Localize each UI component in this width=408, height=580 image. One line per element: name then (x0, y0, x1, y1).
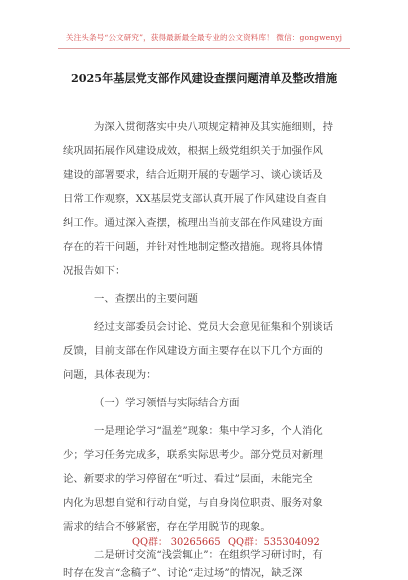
body-line: 反馈，目前支部在作风建设方面主要存在以下几个方面的 (63, 345, 323, 357)
footer-qq-group-1: QQ群： 30265665 (132, 537, 221, 548)
subsection-heading: （一）学习领悟与实际结合方面 (94, 397, 240, 409)
body-line: 续巩固拓展作风建设成效，根据上级党组织关于加强作风 (63, 145, 323, 157)
body-line: 需求的结合不够紧密，存在学用脱节的现象。 (63, 521, 271, 533)
header-note: 关注头条号“公文研究”，获得最新最全最专业的公文资料库！ 微信：gongwenyj (65, 33, 343, 42)
body-line: 纠工作。通过深入查摆，梳理出当前支部在作风建设方面 (63, 217, 323, 229)
header-divider (58, 48, 350, 49)
body-line: 二是研讨交流“浅尝辄止”：在组织学习研讨时，有 (94, 549, 323, 561)
body-line: 经过支部委员会讨论、党员大会意见征集和个别谈话 (94, 321, 333, 333)
section-heading: 一、查摆出的主要问题 (94, 293, 198, 305)
body-line: 少；学习任务完成多，联系实际思考少。部分党员对新理 (63, 449, 323, 461)
document-title: 2025年基层党支部作风建设查摆问题清单及整改措施 (70, 71, 338, 85)
body-line: 内化为思想自觉和行动自觉，与自身岗位职责、服务对象 (63, 497, 323, 509)
body-line: 论、新要求的学习停留在“听过、看过”层面，未能完全 (63, 473, 313, 485)
body-line: 问题，具体表现为： (63, 369, 157, 381)
body-line: 为深入贯彻落实中央八项规定精神及其实施细则，持 (94, 121, 333, 133)
body-line: 一是理论学习“温差”现象：集中学习多，个人消化 (94, 425, 323, 437)
body-line: 存在的若干问题，并针对性地制定整改措施。现将具体情 (63, 241, 323, 253)
footer-qq-group-2: QQ群：535304092 (228, 537, 320, 548)
body-line: 建设的部署要求，结合近期开展的专题学习、谈心谈话及 (63, 169, 323, 181)
body-line: 时存在发言“念稿子”、讨论“走过场”的情况，缺乏深 (63, 567, 303, 579)
body-line: 况报告如下： (63, 265, 126, 277)
body-line: 日常工作观察，XX基层党支部认真开展了作风建设自查自 (63, 193, 328, 205)
footer (0, 534, 408, 550)
